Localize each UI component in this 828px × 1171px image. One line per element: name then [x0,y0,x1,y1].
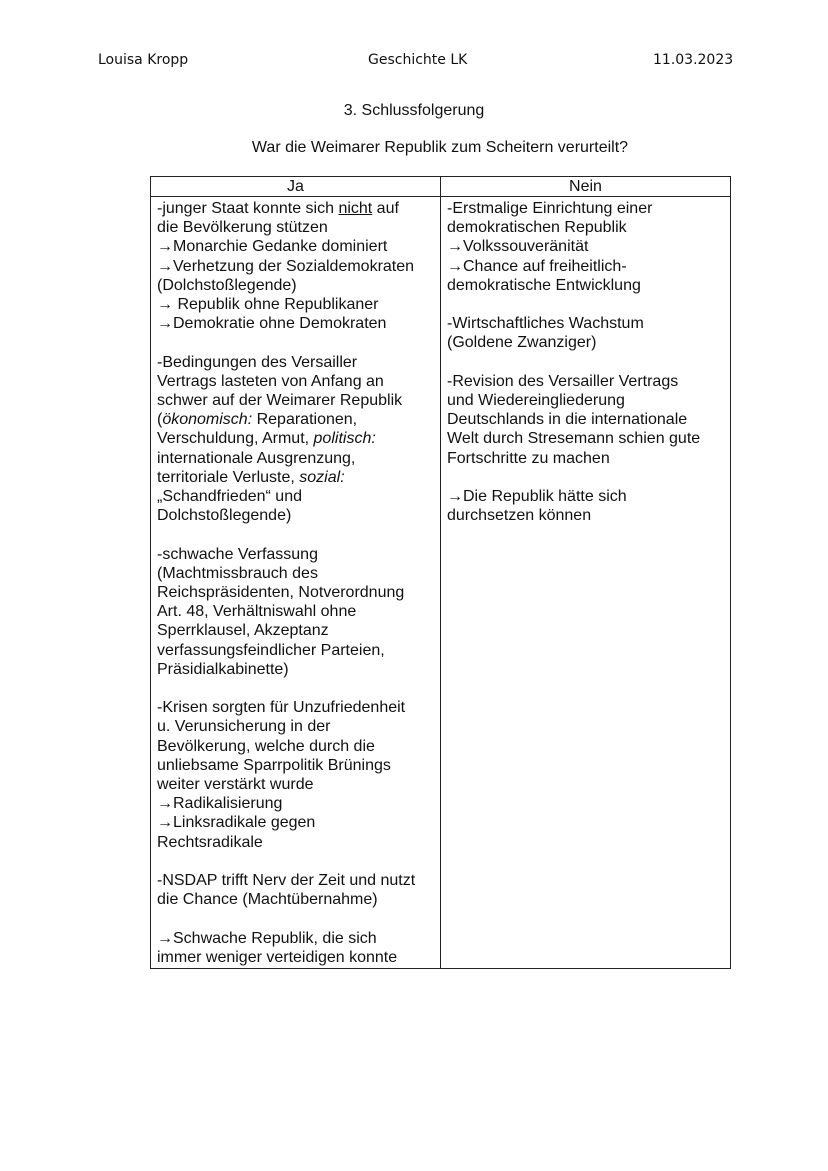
text-segment: Vertrags lasteten von Anfang an [157,372,384,390]
ja-text-line [157,717,436,736]
nein-paragraph [447,199,726,295]
table-row [151,197,731,969]
text-segment: Sperrklausel, Akzeptanz [157,622,329,640]
ja-arguments-cell [151,197,441,969]
italic-text: ökonomisch: [162,411,253,429]
ja-text-line [157,506,436,525]
ja-text-line [157,794,436,813]
ja-text-line [157,756,436,775]
text-segment: Dolchstoßlegende) [157,507,292,525]
text-segment: unliebsame Sparrpolitik Brünings [157,756,391,774]
text-segment: →Schwache Republik, die sich [157,929,377,947]
subject-name: Geschichte LK [368,52,468,68]
text-segment: Reichspräsidenten, Notverordnung [157,584,405,602]
ja-text-line [157,948,436,967]
text-segment: Deutschlands in die internationale [447,411,688,429]
text-segment: -Wirtschaftliches Wachstum [447,315,644,333]
text-segment: Rechtsradikale [157,833,263,851]
ja-text-line [157,890,436,909]
text-segment: →Chance auf freiheitlich- [447,257,627,275]
text-segment: Präsidialkabinette) [157,660,289,678]
text-segment: Verschuldung, Armut, [157,430,314,448]
nein-text-line [447,372,726,391]
text-segment: schwer auf der Weimarer Republik [157,392,403,410]
text-segment: →Monarchie Gedanke dominiert [157,238,388,256]
ja-text-line [157,353,436,372]
text-segment: weiter verstärkt wurde [157,776,314,794]
ja-text-line [157,545,436,564]
text-segment: Art. 48, Verhältniswahl ohne [157,603,357,621]
text-segment: (Machtmissbrauch des [157,564,318,582]
nein-text-line [447,218,726,237]
ja-paragraph [157,698,436,852]
nein-text-line [447,199,726,218]
text-segment: und Wiedereingliederung [447,392,625,409]
nein-text-line [447,429,726,448]
text-segment: -junger Staat konnte sich [157,200,339,217]
text-segment: →Volkssouveränität [447,238,589,256]
ja-text-line [157,410,436,429]
text-segment: auf [372,200,399,217]
nein-paragraph [447,314,726,352]
column-header-nein: Nein [441,177,731,197]
text-segment: territoriale Verluste, [157,468,300,486]
text-segment: internationale Ausgrenzung, [157,449,356,467]
ja-text-line [157,929,436,948]
ja-text-line [157,449,436,468]
ja-paragraph [157,545,436,679]
text-segment: -Bedingungen des Versailler [157,353,358,371]
nein-paragraph [447,487,726,525]
nein-arguments-cell [441,197,731,969]
ja-text-line [157,468,436,487]
nein-text-line [447,487,726,506]
ja-text-line [157,218,436,237]
ja-text-line [157,429,436,448]
ja-text-line [157,314,436,333]
text-segment: -Revision des Versailler Vertrags [447,372,679,390]
text-segment: demokratische Entwicklung [447,276,641,294]
text-segment: Reparationen, [252,411,358,429]
question-title: War die Weimarer Republik zum Scheitern verurteilt? [251,139,629,156]
text-segment: verfassungsfeindlicher Parteien, [157,641,385,659]
text-segment: (Goldene Zwanziger) [447,334,597,352]
text-segment: -schwache Verfassung [157,545,318,563]
text-segment: (Dolchstoßlegende) [157,276,297,294]
ja-text-line [157,276,436,295]
ja-text-line [157,660,436,679]
ja-text-line [157,737,436,756]
ja-text-line [157,813,436,832]
text-segment: →Demokratie ohne Demokraten [157,315,387,333]
nein-text-line [447,449,726,468]
text-segment: u. Verunsicherung in der [157,718,331,736]
italic-text: sozial: [299,468,345,486]
nein-text-line [447,276,726,295]
ja-text-line [157,295,436,314]
ja-text-line [157,641,436,660]
nein-text-line [447,314,726,333]
underlined-text: nicht [338,200,373,217]
text-segment: →Verhetzung der Sozialdemokraten [157,257,415,275]
text-segment: demokratischen Republik [447,219,627,237]
ja-text-line [157,833,436,852]
nein-text-line [447,333,726,352]
text-segment: →Die Republik hätte sich [447,488,627,505]
column-header-ja: Ja [151,177,441,197]
ja-text-line [157,564,436,583]
ja-text-line [157,391,436,410]
text-segment: →Radikalisierung [157,795,283,813]
nein-text-line [447,506,726,525]
ja-text-line [157,698,436,717]
nein-text-line [447,257,726,276]
section-heading: 3. Schlussfolgerung [343,102,485,119]
table-header-row [151,177,731,197]
italic-text: politisch: [313,430,376,448]
nein-text-line [447,237,726,256]
text-segment: ( [157,411,163,429]
author-name: Louisa Kropp [98,52,189,68]
ja-text-line [157,487,436,506]
document-date: 11.03.2023 [653,52,734,68]
text-segment: „Schandfrieden“ und [157,488,302,506]
comparison-table [150,176,731,969]
nein-text-line [447,410,726,429]
ja-paragraph [157,929,436,967]
text-segment: Welt durch Stresemann schien gute [447,430,701,448]
text-segment: die Chance (Machtübernahme) [157,891,378,909]
ja-text-line [157,257,436,276]
ja-text-line [157,621,436,640]
ja-text-line [157,775,436,794]
ja-text-line [157,871,436,890]
text-segment: Fortschritte zu machen [447,449,610,467]
text-segment: -Erstmalige Einrichtung einer [447,200,653,217]
ja-text-line [157,602,436,621]
nein-text-line [447,391,726,410]
ja-paragraph [157,871,436,909]
text-segment: durchsetzen können [447,507,592,525]
ja-text-line [157,199,436,218]
text-segment: → Republik ohne Republikaner [157,296,379,314]
text-segment: die Bevölkerung stützen [157,219,328,237]
ja-paragraph [157,199,436,333]
text-segment: immer weniger verteidigen konnte [157,948,398,966]
text-segment: →Linksradikale gegen [157,814,316,832]
ja-paragraph [157,353,436,526]
ja-text-line [157,372,436,391]
text-segment: -Krisen sorgten für Unzufriedenheit [157,699,406,717]
ja-text-line [157,583,436,602]
ja-text-line [157,237,436,256]
nein-paragraph [447,372,726,468]
text-segment: -NSDAP trifft Nerv der Zeit und nutzt [157,872,416,890]
text-segment: Bevölkerung, welche durch die [157,737,375,755]
